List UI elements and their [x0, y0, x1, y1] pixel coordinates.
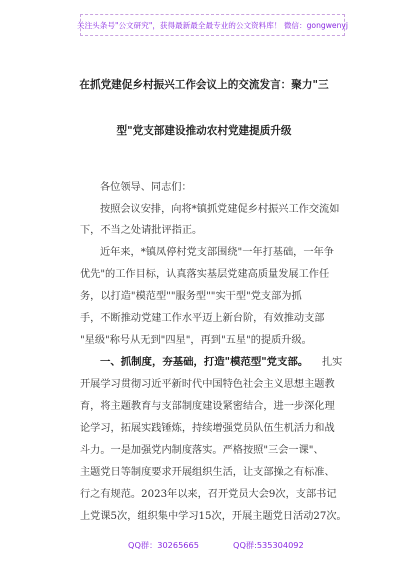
body-line: 手，不断推动党建工作水平迈上新台阶，有效推动支部	[80, 313, 325, 324]
body-line: 优先"的工作目标，认真落实基层党建高质量发展工作任	[80, 269, 330, 280]
body-line: 论学习，拓展实践锤炼，持续增强党员队伍生机活力和战	[80, 423, 335, 434]
body-line: 主题党日等制度要求开展组织生活，让支部操之有标准、	[80, 467, 335, 478]
footer	[0, 540, 408, 556]
body-line: 下，不当之处请批评指正。	[80, 225, 203, 236]
body-line: 务，以打造"模范型""服务型""实干型"党支部为抓	[80, 291, 302, 302]
body-line: 开展学习贯彻习近平新时代中国特色社会主义思想主题教	[80, 379, 335, 390]
document-title-line-2: 型"党支部建设推动农村党建提质升级	[116, 125, 292, 137]
body-line: "星级"称号从无到"四星"，再到"五星"的提质升级。	[80, 335, 312, 346]
section-heading-1: 一、抓制度，夯基础，打造"模范型"党支部。	[100, 356, 309, 368]
body-line: 按照会议安排，向将*镇抓党建促乡村振兴工作交流如	[100, 204, 340, 215]
salutation: 各位领导、同志们：	[100, 182, 192, 193]
body-line: 斗力。一是加强党内制度落实。严格按照"三会一课"、	[80, 445, 324, 456]
body-line: 扎实	[322, 357, 343, 368]
body-line: 行之有规范。2023年以来，召开党员大会9次，支部书记	[80, 489, 337, 500]
footer-qq-group-1: QQ群：30265665	[128, 540, 199, 550]
header-banner-text: 关注头条号"公文研究"，获得最新最全最专业的公文资料库！ 微信：gongwenyj	[77, 20, 349, 30]
body-line: 上党课5次，组织集中学习15次，开展主题党日活动27次。	[80, 511, 347, 522]
header-banner	[77, 14, 349, 36]
body-line: 近年来，*镇凤停村党支部围绕"一年打基础，一年争	[100, 247, 334, 258]
body-line: 育，将主题教育与支部制度建设紧密结合，进一步深化理	[80, 401, 335, 412]
footer-qq-group-2: QQ群:535304092	[233, 540, 304, 550]
document-title-line-1: 在抓党建促乡村振兴工作会议上的交流发言：聚力"三	[79, 79, 329, 91]
